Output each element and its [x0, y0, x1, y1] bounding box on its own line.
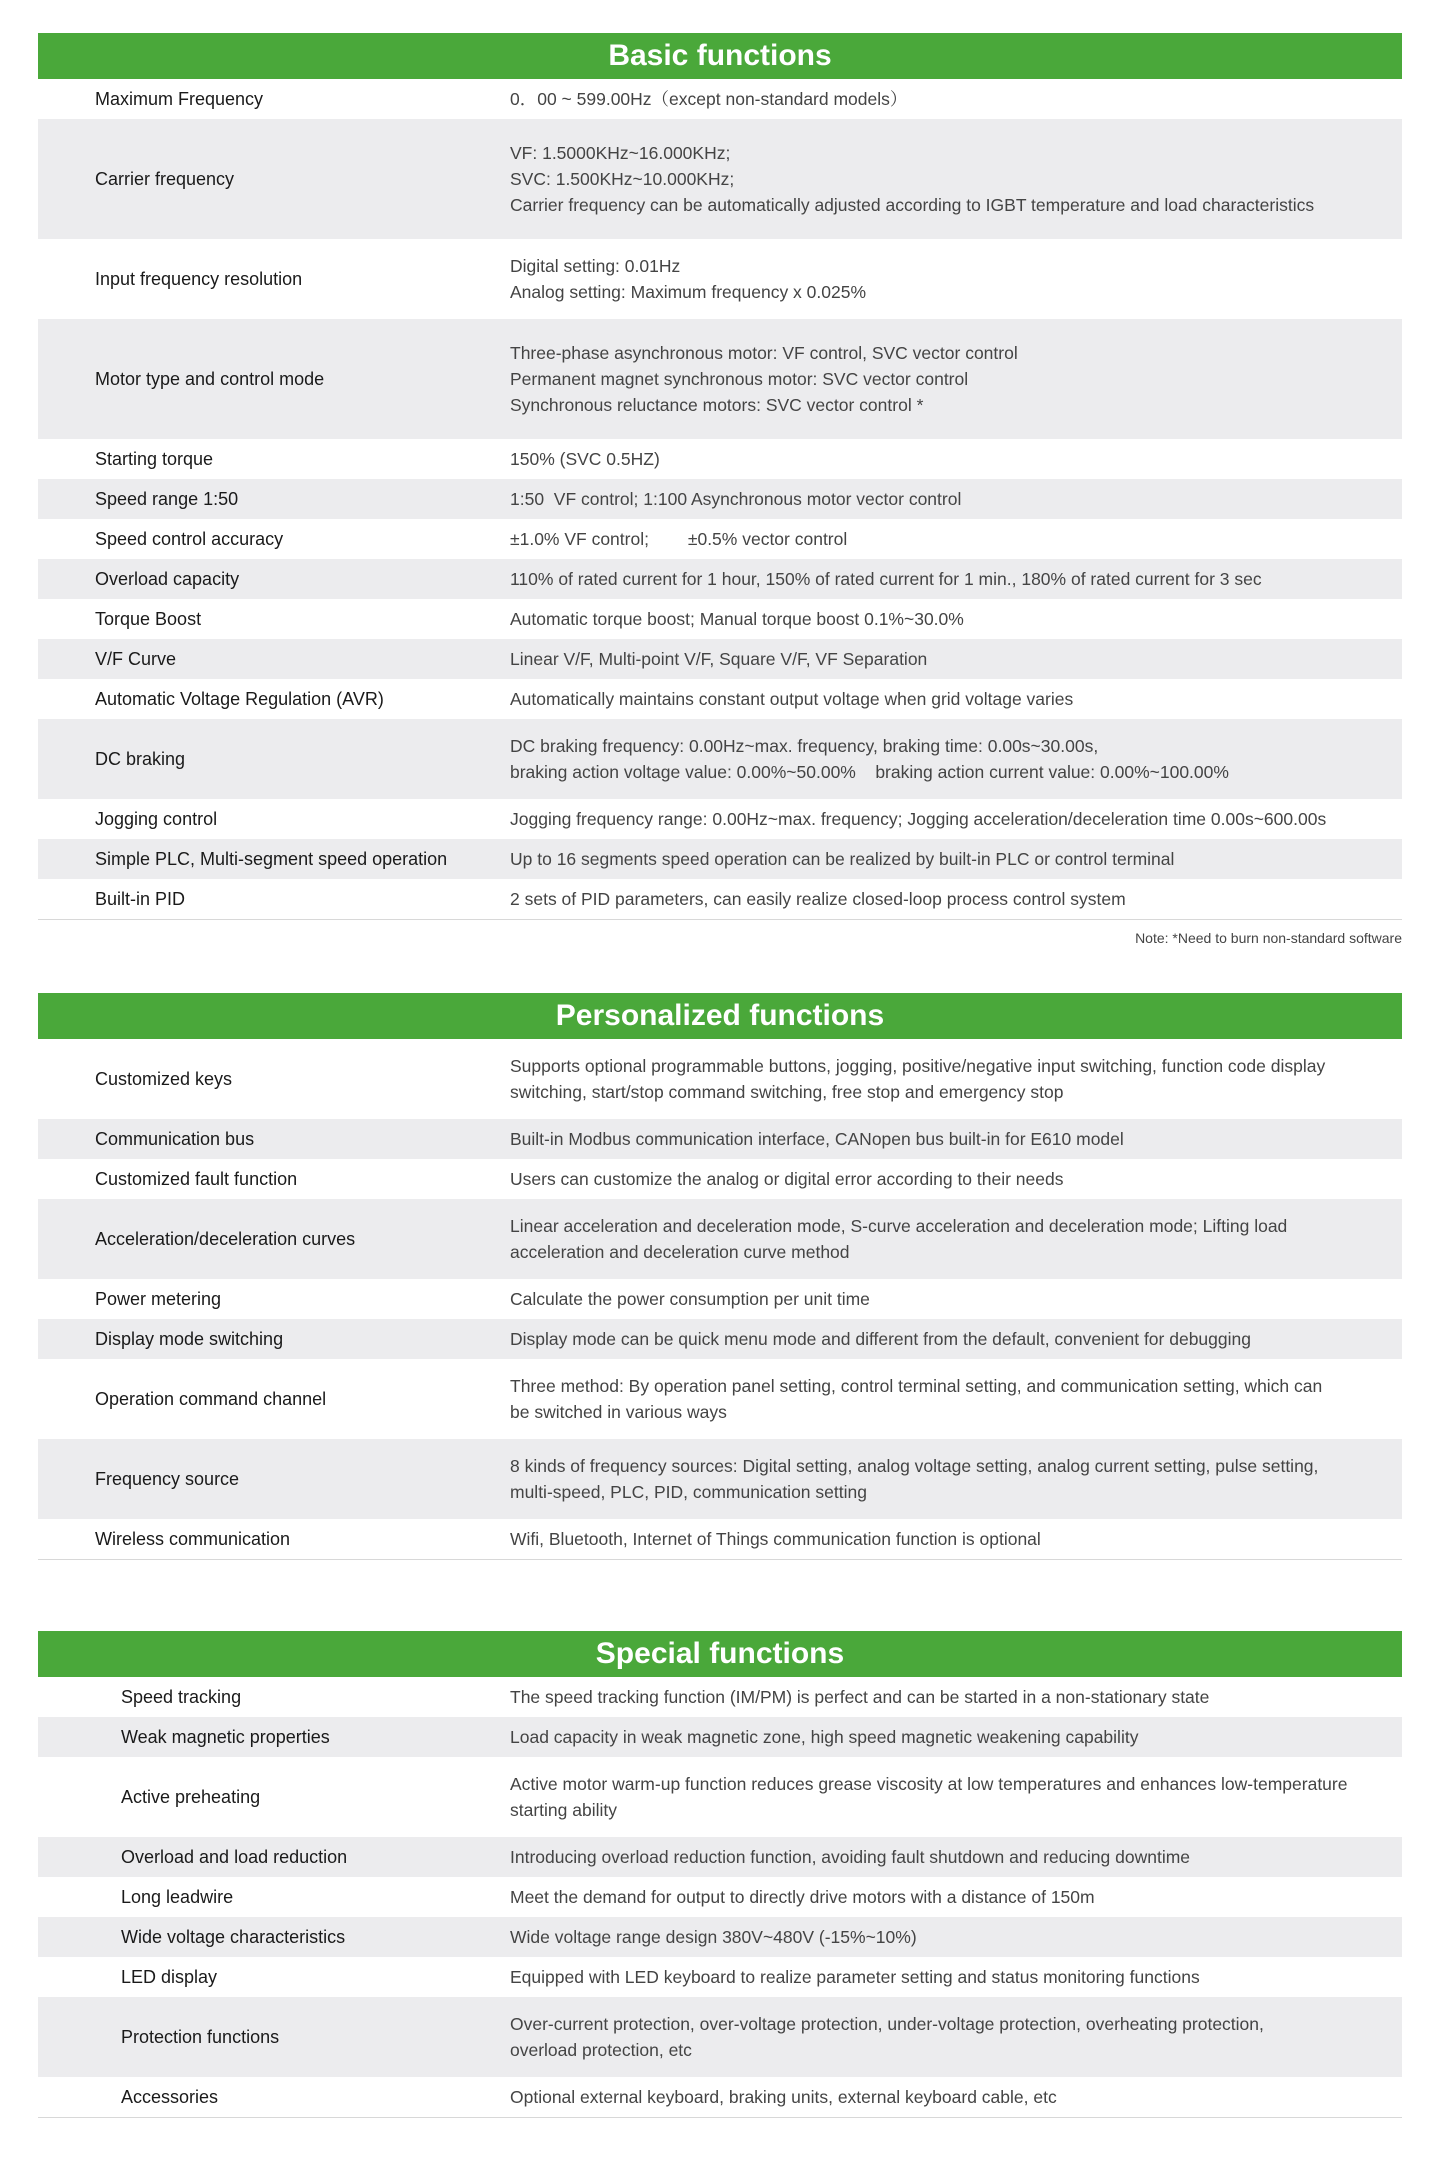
table-row [38, 1757, 1402, 1837]
table-row [38, 1039, 1402, 1119]
value-line: Users can customize the analog or digital error according to their needs [510, 1169, 1064, 1189]
divider [38, 2117, 1402, 2118]
section-title: Personalized functions [38, 993, 1402, 1039]
value-line: 110% of rated current for 1 hour, 150% of rated current for 1 min., 180% of rated current for 3 sec [510, 569, 1262, 589]
value-line: 2 sets of PID parameters, can easily realize closed-loop process control system [510, 889, 1126, 909]
table-row [38, 1319, 1402, 1359]
row-label: Starting torque [95, 448, 214, 469]
value-line: Synchronous reluctance motors: SVC vector control * [510, 395, 924, 415]
row-value [510, 1166, 1392, 1192]
table-row [38, 559, 1402, 599]
value-line: ±1.0% VF control; ±0.5% vector control [510, 529, 848, 549]
row-label: Customized keys [95, 1068, 233, 1089]
row-label: Protection functions [121, 2026, 280, 2047]
value-line: Wifi, Bluetooth, Internet of Things communication function is optional [510, 1529, 1041, 1549]
section-title: Special functions [38, 1631, 1402, 1677]
row-value [510, 733, 1392, 785]
value-line: Display mode can be quick menu mode and different from the default, convenient for debugging [510, 1329, 1251, 1349]
row-value [510, 340, 1392, 418]
table-row [38, 1837, 1402, 1877]
special-functions-section [38, 1631, 1402, 2118]
value-line: Linear V/F, Multi-point V/F, Square V/F, VF Separation [510, 649, 928, 669]
table-row [38, 319, 1402, 439]
row-label: Carrier frequency [95, 168, 235, 189]
table-row [38, 1119, 1402, 1159]
row-label: Speed range 1:50 [95, 488, 239, 509]
row-value [510, 1924, 1392, 1950]
row-label: Power metering [95, 1288, 222, 1309]
value-line: Optional external keyboard, braking units, external keyboard cable, etc [510, 2087, 1057, 2107]
value-line: Automatic torque boost; Manual torque boost 0.1%~30.0% [510, 609, 964, 629]
row-label: Simple PLC, Multi-segment speed operation [95, 848, 448, 869]
row-value [510, 886, 1392, 912]
table-row [38, 799, 1402, 839]
row-label: Operation command channel [95, 1388, 327, 1409]
row-value [510, 526, 1392, 552]
value-line: be switched in various ways [510, 1402, 727, 1422]
row-label: LED display [121, 1966, 218, 1987]
spec-table [38, 79, 1402, 919]
row-label: V/F Curve [95, 648, 177, 669]
row-value [510, 846, 1392, 872]
row-label: Frequency source [95, 1468, 240, 1489]
row-label: Speed control accuracy [95, 528, 284, 549]
value-line: Jogging frequency range: 0.00Hz~max. frequency; Jogging acceleration/deceleration time 0.00s~600.00s [510, 809, 1327, 829]
row-value [510, 1964, 1392, 1990]
footnote: Note: *Need to burn non-standard software [1135, 930, 1402, 946]
table-row [38, 1359, 1402, 1439]
row-label: Weak magnetic properties [121, 1726, 330, 1747]
row-label: Customized fault function [95, 1168, 298, 1189]
table-row [38, 439, 1402, 479]
row-value [510, 1844, 1392, 1870]
value-line: Three-phase asynchronous motor: VF control, SVC vector control [510, 343, 1018, 363]
row-value [510, 2011, 1392, 2063]
row-label: Display mode switching [95, 1328, 284, 1349]
row-value [510, 2084, 1392, 2110]
row-label: Overload and load reduction [121, 1846, 348, 1867]
value-line: starting ability [510, 1800, 617, 1820]
row-value [510, 253, 1392, 305]
row-label: Wide voltage characteristics [121, 1926, 346, 1947]
value-line: The speed tracking function (IM/PM) is perfect and can be started in a non-stationary state [510, 1687, 1210, 1707]
row-value [510, 566, 1392, 592]
value-line: Linear acceleration and deceleration mode, S-curve acceleration and deceleration mode; Lifting load [510, 1216, 1288, 1236]
row-label: Speed tracking [121, 1686, 242, 1707]
row-label: DC braking [95, 748, 186, 769]
row-label: Overload capacity [95, 568, 240, 589]
table-row [38, 639, 1402, 679]
value-line: Wide voltage range design 380V~480V (-15%~10%) [510, 1927, 917, 1947]
value-line: Built-in Modbus communication interface, CANopen bus built-in for E610 model [510, 1129, 1124, 1149]
row-value [510, 86, 1392, 112]
row-label: Automatic Voltage Regulation (AVR) [95, 688, 384, 709]
value-line: Introducing overload reduction function, avoiding fault shutdown and reducing downtime [510, 1847, 1191, 1867]
row-label: Maximum Frequency [95, 88, 264, 109]
value-line: Carrier frequency can be automatically adjusted according to IGBT temperature and load characteristics [510, 195, 1315, 215]
row-value [510, 646, 1392, 672]
row-value [510, 1771, 1392, 1823]
row-value [510, 1724, 1392, 1750]
table-row [38, 239, 1402, 319]
value-line: switching, start/stop command switching, free stop and emergency stop [510, 1082, 1064, 1102]
table-row [38, 879, 1402, 919]
row-label: Communication bus [95, 1128, 255, 1149]
table-row [38, 1519, 1402, 1559]
value-line: Meet the demand for output to directly drive motors with a distance of 150m [510, 1887, 1095, 1907]
row-label: Wireless communication [95, 1528, 291, 1549]
value-line: Equipped with LED keyboard to realize parameter setting and status monitoring functions [510, 1967, 1200, 1987]
value-line: 0．00 ~ 599.00Hz（except non-standard models） [510, 89, 908, 109]
row-label: Active preheating [121, 1786, 261, 1807]
row-value [510, 1053, 1392, 1105]
value-line: Calculate the power consumption per unit time [510, 1289, 870, 1309]
table-row [38, 119, 1402, 239]
row-value [510, 1213, 1392, 1265]
table-row [38, 1279, 1402, 1319]
row-value [510, 686, 1392, 712]
table-row [38, 1677, 1402, 1717]
value-line: multi-speed, PLC, PID, communication setting [510, 1482, 867, 1502]
value-line: Permanent magnet synchronous motor: SVC vector control [510, 369, 969, 389]
row-value [510, 446, 1392, 472]
table-row [38, 1199, 1402, 1279]
value-line: SVC: 1.500KHz~10.000KHz; [510, 169, 735, 189]
table-row [38, 599, 1402, 639]
value-line: acceleration and deceleration curve method [510, 1242, 850, 1262]
row-value [510, 606, 1392, 632]
value-line: Automatically maintains constant output voltage when grid voltage varies [510, 689, 1074, 709]
value-line: braking action voltage value: 0.00%~50.00% braking action current value: 0.00%~100.00% [510, 762, 1229, 782]
table-row [38, 1439, 1402, 1519]
table-row [38, 79, 1402, 119]
section-title: Basic functions [38, 33, 1402, 79]
value-line: 8 kinds of frequency sources: Digital setting, analog voltage setting, analog current setting, pulse setting, [510, 1456, 1319, 1476]
divider [38, 1559, 1402, 1560]
spec-table [38, 1677, 1402, 2117]
table-row [38, 1159, 1402, 1199]
table-row [38, 519, 1402, 559]
table-row [38, 719, 1402, 799]
row-value [510, 1326, 1392, 1352]
spec-table [38, 1039, 1402, 1559]
table-row [38, 1957, 1402, 1997]
value-line: 1:50 VF control; 1:100 Asynchronous motor vector control [510, 489, 962, 509]
row-value [510, 1684, 1392, 1710]
table-row [38, 1917, 1402, 1957]
row-label: Built-in PID [95, 888, 186, 909]
row-value [510, 1373, 1392, 1425]
value-line: Three method: By operation panel setting, control terminal setting, and communication setting, which can [510, 1376, 1323, 1396]
row-label: Input frequency resolution [95, 268, 303, 289]
row-value [510, 1453, 1392, 1505]
table-row [38, 839, 1402, 879]
value-line: Analog setting: Maximum frequency x 0.025% [510, 282, 867, 302]
value-line: 150% (SVC 0.5HZ) [510, 449, 660, 469]
value-line: Supports optional programmable buttons, jogging, positive/negative input switching, function code display [510, 1056, 1326, 1076]
value-line: Load capacity in weak magnetic zone, high speed magnetic weakening capability [510, 1727, 1139, 1747]
value-line: overload protection, etc [510, 2040, 692, 2060]
table-row [38, 1717, 1402, 1757]
value-line: Over-current protection, over-voltage protection, under-voltage protection, overheating protection, [510, 2014, 1264, 2034]
row-label: Accessories [121, 2086, 219, 2107]
value-line: DC braking frequency: 0.00Hz~max. frequency, braking time: 0.00s~30.00s, [510, 736, 1099, 756]
value-line: Up to 16 segments speed operation can be realized by built-in PLC or control terminal [510, 849, 1175, 869]
row-label: Acceleration/deceleration curves [95, 1228, 356, 1249]
row-label: Motor type and control mode [95, 368, 325, 389]
value-line: Digital setting: 0.01Hz [510, 256, 681, 276]
table-row [38, 1877, 1402, 1917]
row-value [510, 1126, 1392, 1152]
row-value [510, 806, 1392, 832]
row-label: Long leadwire [121, 1886, 234, 1907]
row-label: Jogging control [95, 808, 218, 829]
row-value [510, 1526, 1392, 1552]
basic-functions-section [38, 33, 1402, 946]
row-value [510, 486, 1392, 512]
row-value [510, 140, 1392, 218]
table-row [38, 479, 1402, 519]
value-line: Active motor warm-up function reduces grease viscosity at low temperatures and enhances low-temperature [510, 1774, 1348, 1794]
table-row [38, 1997, 1402, 2077]
table-row [38, 679, 1402, 719]
row-label: Torque Boost [95, 608, 202, 629]
personalized-functions-section [38, 993, 1402, 1560]
row-value [510, 1884, 1392, 1910]
value-line: VF: 1.5000KHz~16.000KHz; [510, 143, 731, 163]
row-value [510, 1286, 1392, 1312]
table-row [38, 2077, 1402, 2117]
